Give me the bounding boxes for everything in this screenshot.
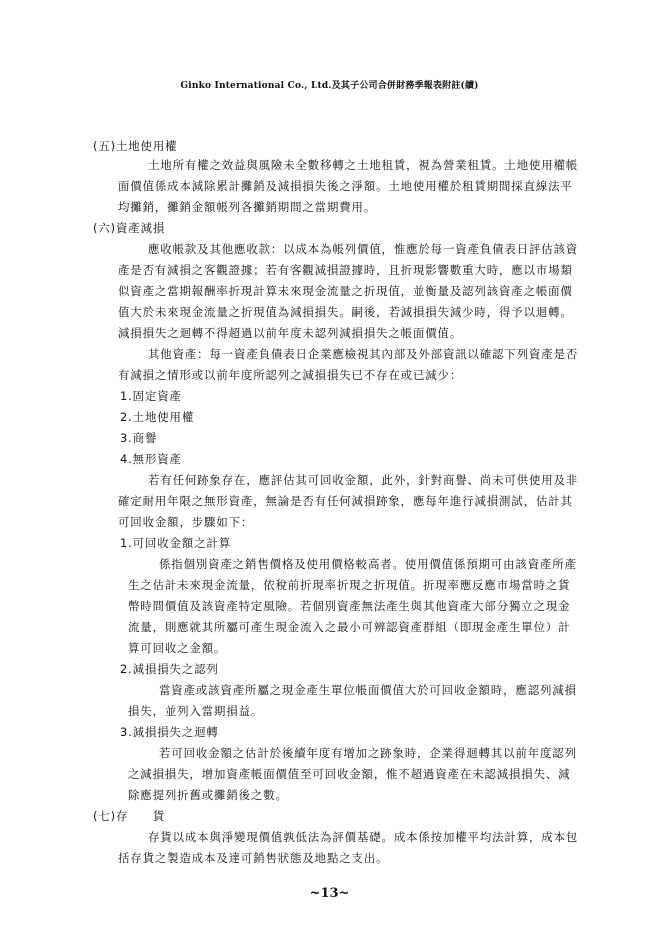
paragraph-line: 值大於未來現金流量之折現值為減損損失。嗣後，若減損損失減少時，得予以迴轉。 (118, 305, 573, 319)
paragraph-line: 可回收金額，步驟如下： (118, 515, 254, 529)
list-item: 4.無形資產 (120, 452, 182, 466)
section-heading-inventory: (七)存 貨 (93, 809, 166, 823)
paragraph-line: 除應提列折舊或攤銷後之數。 (128, 788, 288, 802)
paragraph-line: 生之估計未來現金流量，依稅前折現率折現之折現值。折現率應反應市場當時之貨 (128, 578, 571, 592)
paragraph-line: 均攤銷，攤銷金額帳列各攤銷期間之當期費用。 (118, 200, 377, 214)
page-number: ~13~ (309, 886, 350, 901)
paragraph-line: 係指個別資產之銷售價格及使用價格較高者。使用價值係預期可由該資產所產 (159, 557, 577, 571)
paragraph-line: 土地所有權之效益與風險未全數移轉之土地租賃，視為營業租賃。土地使用權帳 (148, 158, 579, 172)
paragraph-line: 之減損損失，增加資產帳面價值至可回收金額，惟不超過資產在未認減損損失、減 (128, 767, 571, 781)
list-item: 2.土地使用權 (120, 410, 195, 424)
list-item: 3.商譽 (120, 431, 158, 445)
paragraph-line: 面價值係成本減除累計攤銷及減損損失後之淨額。土地使用權於租賃期間採直線法平 (118, 179, 573, 193)
paragraph-line: 括存貨之製造成本及達可銷售狀態及地點之支出。 (118, 851, 389, 865)
paragraph-line: 若有任何跡象存在，應評估其可回收金額，此外，針對商譽、尚未可供使用及非 (148, 473, 579, 487)
page-title: Ginko International Co., Ltd.及其子公司合併財務季報表附註(續) (180, 81, 479, 91)
step-title: 3.減損損失之迴轉 (120, 725, 219, 739)
section-heading-impairment: (六)資產減損 (93, 221, 166, 235)
paragraph-line: 算可回收之金額。 (128, 641, 227, 655)
section-heading-land-use: (五)土地使用權 (93, 139, 178, 153)
paragraph-line: 損失，並列入當期損益。 (128, 704, 264, 718)
step-title: 1.可回收金額之計算 (120, 536, 231, 550)
step-title: 2.減損損失之認列 (120, 662, 219, 676)
paragraph-line: 幣時間價值及該資產特定風險。若個別資產無法產生與其他資產大部分獨立之現金 (128, 599, 571, 613)
paragraph-line: 存貨以成本與淨變現價值孰低法為評價基礎。成本係按加權平均法計算，成本包 (148, 830, 579, 844)
paragraph-line: 減損損失之迴轉不得超過以前年度未認列減損損失之帳面價值。 (118, 326, 463, 340)
list-item: 1.固定資產 (120, 389, 182, 403)
paragraph-line: 似資產之當期報酬率折現計算未來現金流量之折現值，並衡量及認列該資產之帳面價 (118, 284, 573, 298)
paragraph-line: 當資產或該資產所屬之現金產生單位帳面價值大於可回收金額時，應認列減損 (159, 683, 577, 697)
paragraph-line: 有減損之情形或以前年度所認列之減損損失已不存在或已減少： (118, 368, 463, 382)
paragraph-line: 其他資產：每一資產負債表日企業應檢視其內部及外部資訊以確認下列資產是否 (148, 347, 579, 361)
paragraph-line: 確定耐用年限之無形資產，無論是否有任何減損跡象，應每年進行減損測試，估計其 (118, 494, 573, 508)
paragraph-line: 應收帳款及其他應收款：以成本為帳列價值，惟應於每一資產負債表日評估該資 (148, 242, 579, 256)
paragraph-line: 流量，則應就其所屬可產生現金流入之最小可辨認資產群組（即現金產生單位）計 (128, 620, 571, 634)
paragraph-line: 若可回收金額之估計於後續年度有增加之跡象時，企業得迴轉其以前年度認列 (159, 746, 577, 760)
paragraph-line: 產是否有減損之客觀證據；若有客觀減損證據時，且折現影響數重大時，應以市場類 (118, 263, 573, 277)
